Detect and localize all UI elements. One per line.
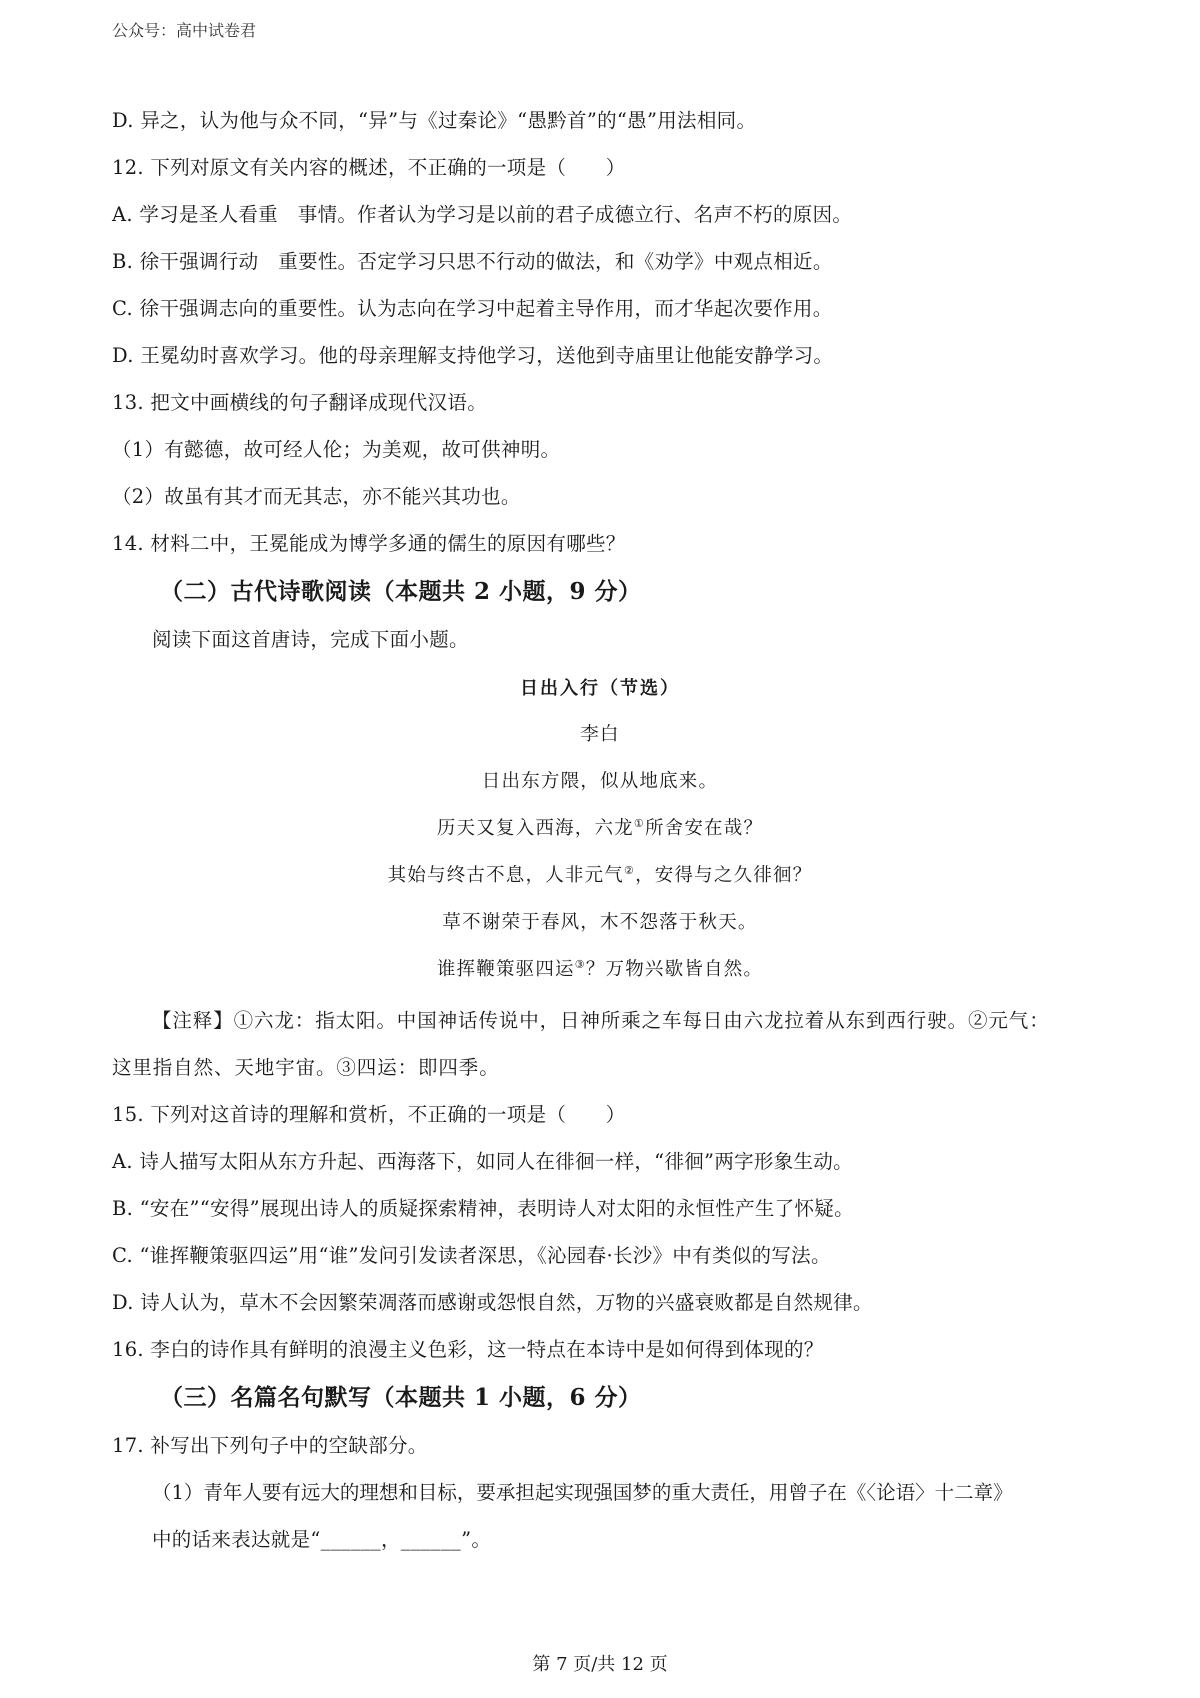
q13-item-1: （1）有懿德，故可经人伦；为美观，故可供神明。 bbox=[112, 438, 561, 461]
poem-line-2-a: 历天又复入西海，六龙 bbox=[436, 818, 634, 839]
q15-option-b: B. “安在”“安得”展现出诗人的质疑探索精神，表明诗人对太阳的永恒性产生了怀疑。 bbox=[112, 1197, 854, 1220]
q12-option-c: C. 徐干强调志向的重要性。认为志向在学习中起着主导作用，而才华起次要作用。 bbox=[112, 297, 833, 320]
poem-line-5-b: ？万物兴歇皆自然。 bbox=[585, 959, 764, 980]
poem-note-mark-2: ② bbox=[624, 864, 636, 877]
q12-option-b: B. 徐干强调行动 重要性。否定学习只思不行动的做法，和《劝学》中观点相近。 bbox=[112, 250, 833, 273]
poem-line-3 bbox=[0, 861, 1200, 887]
poem-line-5-a: 谁挥鞭策驱四运 bbox=[436, 959, 575, 980]
q11-option-d: D. 异之，认为他与众不同，“异”与《过秦论》“愚黔首”的“愚”用法相同。 bbox=[112, 109, 757, 132]
q13-stem: 13. 把文中画横线的句子翻译成现代汉语。 bbox=[112, 391, 488, 414]
section-2-instruction: 阅读下面这首唐诗，完成下面小题。 bbox=[152, 628, 469, 651]
q15-option-c: C. “谁挥鞭策驱四运”用“谁”发问引发读者深思，《沁园春·长沙》中有类似的写法。 bbox=[112, 1244, 831, 1267]
q15-option-a: A. 诗人描写太阳从东方升起、西海落下，如同人在徘徊一样，“徘徊”两字形象生动。 bbox=[112, 1150, 853, 1173]
poem-line-4: 草不谢荣于春风，木不怨落于秋天。 bbox=[442, 912, 758, 933]
section-3-title: （三）名篇名句默写（本题共 1 小题，6 分） bbox=[160, 1384, 642, 1411]
poem-title: 日出入行（节选） bbox=[520, 678, 680, 699]
poem-line-1: 日出东方隈，似从地底来。 bbox=[481, 771, 719, 792]
q13-item-2: （2）故虽有其才而无其志，亦不能兴其功也。 bbox=[112, 485, 521, 508]
poem-line-5 bbox=[0, 955, 1200, 981]
q12-stem: 12. 下列对原文有关内容的概述，不正确的一项是（ ） bbox=[112, 156, 626, 179]
page-footer: 第 7 页/共 12 页 bbox=[532, 1654, 668, 1675]
q15-stem: 15. 下列对这首诗的理解和赏析，不正确的一项是（ ） bbox=[112, 1103, 626, 1126]
poem-line-2-b: 所舍安在哉？ bbox=[644, 818, 764, 839]
q16-stem: 16. 李白的诗作具有鲜明的浪漫主义色彩，这一特点在本诗中是如何得到体现的？ bbox=[112, 1338, 824, 1361]
poem-notes-line-2: 这里指自然、天地宇宙。③四运：即四季。 bbox=[112, 1056, 500, 1079]
section-2-title: （二）古代诗歌阅读（本题共 2 小题，9 分） bbox=[160, 578, 642, 605]
poem-note-mark-1: ① bbox=[633, 817, 645, 830]
header-account: 公众号：高中试卷君 bbox=[112, 21, 257, 40]
poem-note-mark-3: ③ bbox=[574, 958, 586, 971]
q17-item-1-line-1: （1）青年人要有远大的理想和目标，要承担起实现强国梦的重大责任，用曾子在《〈论语〉十二章》 bbox=[152, 1481, 1013, 1504]
q14-stem: 14. 材料二中，王冕能成为博学多通的儒生的原因有哪些？ bbox=[112, 532, 626, 555]
q17-stem: 17. 补写出下列句子中的空缺部分。 bbox=[112, 1434, 428, 1457]
q15-option-d: D. 诗人认为，草木不会因繁荣凋落而感谢或怨恨自然，万物的兴盛衰败都是自然规律。 bbox=[112, 1291, 873, 1314]
poem-line-3-a: 其始与终古不息，人非元气 bbox=[387, 865, 625, 886]
q12-option-d: D. 王冕幼时喜欢学习。他的母亲理解支持他学习，送他到寺庙里让他能安静学习。 bbox=[112, 344, 834, 367]
q17-item-1-line-2: 中的话来表达就是“______，______”。 bbox=[152, 1528, 492, 1551]
poem-line-2 bbox=[0, 814, 1200, 840]
poem-line-3-b: ，安得与之久徘徊？ bbox=[635, 865, 813, 886]
poem-notes-line-1: 【注释】①六龙：指太阳。中国神话传说中，日神所乘之车每日由六龙拉着从东到西行驶。②元气： bbox=[152, 1009, 1050, 1032]
q12-option-a: A. 学习是圣人看重 事情。作者认为学习是以前的君子成德立行、名声不朽的原因。 bbox=[112, 203, 853, 226]
poem-author: 李白 bbox=[580, 724, 620, 745]
